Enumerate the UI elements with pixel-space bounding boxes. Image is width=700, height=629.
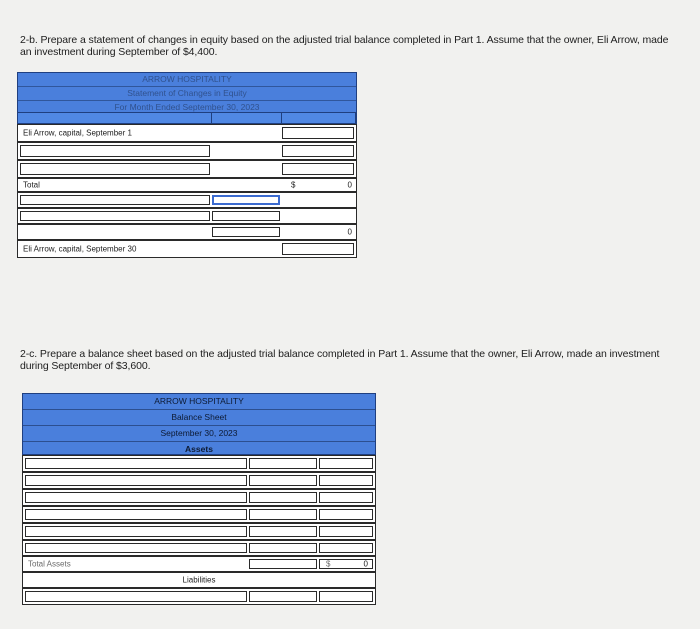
asset-item-input[interactable] xyxy=(25,458,247,469)
company-name: ARROW HOSPITALITY xyxy=(18,73,356,87)
asset-total-input[interactable] xyxy=(319,526,373,537)
equity-entry-row xyxy=(17,208,357,224)
equity-entry-row xyxy=(17,192,357,208)
equity-item-input[interactable] xyxy=(20,195,210,205)
instruction-2b: 2-b. Prepare a statement of changes in equity based on the adjusted trial balance completed in Part 1. Assume that the owner, Eli Arrow, made an investment during September of $4,400. xyxy=(20,34,669,58)
capital-end-row xyxy=(17,240,357,258)
asset-total-input[interactable] xyxy=(319,475,373,486)
equity-amount-input[interactable] xyxy=(282,145,354,157)
capital-start-amount-input[interactable] xyxy=(282,127,354,139)
liabilities-heading-row xyxy=(22,572,376,588)
asset-total-input[interactable] xyxy=(319,492,373,503)
liabilities-heading: Liabilities xyxy=(182,575,216,585)
asset-item-input[interactable] xyxy=(25,526,247,537)
equity-amount-input[interactable] xyxy=(212,211,280,221)
currency-symbol: $ xyxy=(291,180,296,190)
asset-item-input[interactable] xyxy=(25,543,247,553)
equity-item-input[interactable] xyxy=(20,145,210,157)
currency-symbol: $ xyxy=(326,559,331,569)
asset-total-input[interactable] xyxy=(319,458,373,469)
asset-total-input[interactable] xyxy=(319,543,373,553)
equity-statement-header xyxy=(17,72,357,124)
asset-total-input[interactable] xyxy=(319,509,373,520)
equity-item-input[interactable] xyxy=(20,211,210,221)
total-assets-row xyxy=(22,556,376,572)
asset-amount-input[interactable] xyxy=(249,526,317,537)
asset-entry-row xyxy=(22,540,376,556)
capital-end-label: Eli Arrow, capital, September 30 xyxy=(23,244,137,254)
statement-title: Balance Sheet xyxy=(23,410,375,426)
asset-entry-row xyxy=(22,506,376,523)
equity-amount-input[interactable] xyxy=(212,227,280,237)
liability-amount-input[interactable] xyxy=(249,591,317,602)
equity-total-row xyxy=(17,178,357,192)
asset-amount-input[interactable] xyxy=(249,475,317,486)
balance-sheet-header xyxy=(22,393,376,455)
subtotal-value: 0 xyxy=(347,227,352,237)
asset-entry-row xyxy=(22,472,376,489)
header-column-strip xyxy=(18,112,356,123)
equity-subtotal-row xyxy=(17,224,357,240)
equity-entry-row xyxy=(17,160,357,178)
instruction-2c: 2-c. Prepare a balance sheet based on the adjusted trial balance completed in Part 1. Assume that the owner, Eli Arrow, made an investment during September of $3,600. xyxy=(20,348,660,372)
asset-item-input[interactable] xyxy=(25,492,247,503)
total-assets-value: 0 xyxy=(363,559,368,569)
statement-title: Statement of Changes in Equity xyxy=(18,87,356,101)
total-assets-amount xyxy=(319,559,373,569)
asset-entry-row xyxy=(22,489,376,506)
total-value: 0 xyxy=(347,180,352,190)
asset-entry-row xyxy=(22,523,376,540)
asset-entry-row xyxy=(22,455,376,472)
equity-item-input[interactable] xyxy=(20,163,210,175)
liability-total-input[interactable] xyxy=(319,591,373,602)
asset-amount-input[interactable] xyxy=(249,492,317,503)
asset-amount-input[interactable] xyxy=(249,543,317,553)
statement-date: September 30, 2023 xyxy=(23,426,375,442)
statement-period: For Month Ended September 30, 2023 xyxy=(18,101,356,115)
asset-amount-input[interactable] xyxy=(249,509,317,520)
capital-end-amount-input[interactable] xyxy=(282,243,354,255)
liability-item-input[interactable] xyxy=(25,591,247,602)
capital-start-label: Eli Arrow, capital, September 1 xyxy=(23,128,132,138)
assets-section-heading: Assets xyxy=(185,444,213,454)
total-label: Total xyxy=(23,180,40,190)
asset-item-input[interactable] xyxy=(25,475,247,486)
equity-amount-input[interactable] xyxy=(212,195,280,205)
total-assets-label: Total Assets xyxy=(28,559,71,569)
company-name: ARROW HOSPITALITY xyxy=(23,394,375,410)
equity-entry-row xyxy=(17,142,357,160)
equity-amount-input[interactable] xyxy=(282,163,354,175)
capital-start-row xyxy=(17,124,357,142)
asset-amount-input[interactable] xyxy=(249,458,317,469)
asset-item-input[interactable] xyxy=(25,509,247,520)
asset-amount-input[interactable] xyxy=(249,559,317,569)
liability-entry-row xyxy=(22,588,376,605)
